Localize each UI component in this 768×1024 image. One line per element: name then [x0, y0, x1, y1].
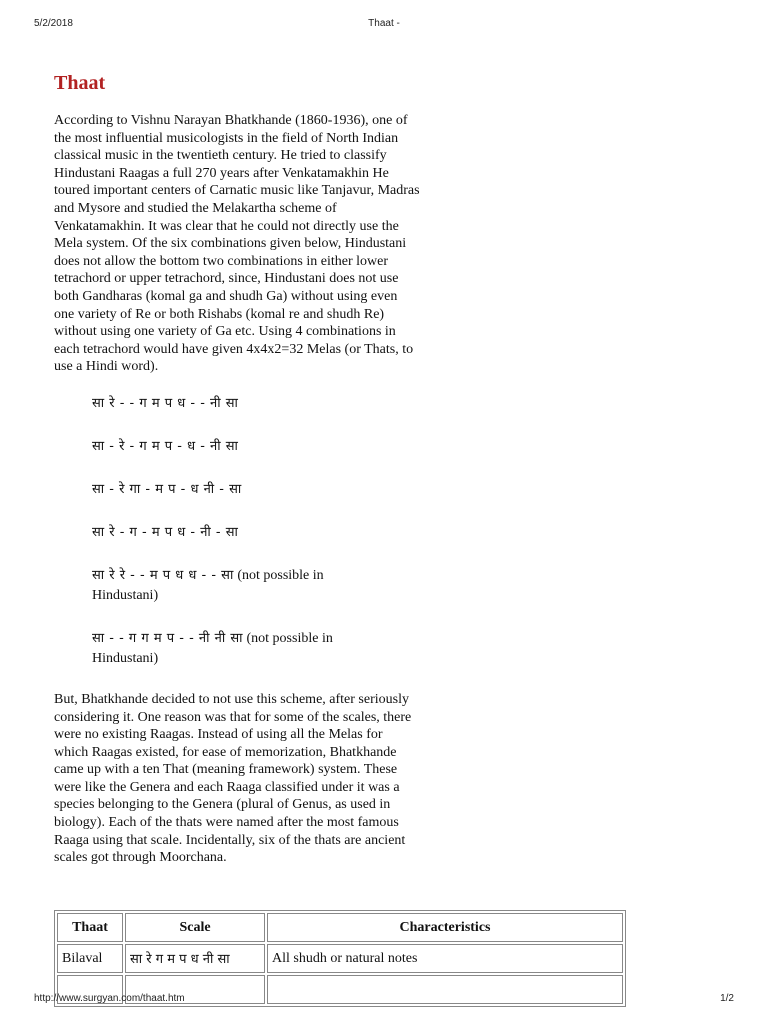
print-date: 5/2/2018 [34, 18, 73, 29]
scale-notes: सा रे - - ग म प ध - - नी सा [92, 395, 239, 411]
table-row [57, 944, 623, 973]
scale-notes: सा रे - ग - म प ध - नी - सा [92, 524, 239, 540]
scale-list [92, 394, 424, 669]
column-header-thaat: Thaat [57, 913, 123, 942]
table-header-row [57, 913, 623, 942]
scale-notes: सा रे रे - - म प ध ध - - सा [92, 567, 234, 583]
scale-notes: सा - रे - ग म प - ध - नी सा [92, 438, 239, 454]
body-paragraph: But, Bhatkhande decided to not use this scheme, after seriously considering it. One reason was that for some of the scales, there were no existing Raagas. Instead of using all the Melas for which Raagas existed, for ease of memorization, Bhatkhande came up with a ten That (meaning framework) system. These were like the Genera and each Raaga classified under it was a species belonging to the Genera (plural of Genus, as used in biology). Each of the thats were named after the most famous Raaga using that scale. Incidentally, six of the thats are ancient scales got through Moorchana. [54, 691, 412, 866]
cell-thaat: Bilaval [57, 944, 123, 973]
column-header-scale: Scale [125, 913, 265, 942]
scale-item [92, 437, 392, 457]
scale-notes: सा - रे गा - म प - ध नी - सा [92, 481, 242, 497]
scale-note: (not possible in Hindustani) [92, 630, 333, 666]
print-header [0, 18, 768, 32]
column-header-characteristics: Characteristics [267, 913, 623, 942]
intro-paragraph: According to Vishnu Narayan Bhatkhande (1860-1936), one of the most influential musicologists in the field of North Indian classical music in the twentieth century. He tried to classify Hindustani Raagas a full 270 years after Venkatamakhin He toured important centers of Carnatic music like Tanjavur, Madras and Mysore and studied the Melakartha scheme of Venkatamakhin. It was clear that he could not directly use the Mela system. Of the six combinations given below, Hindustani does not allow the bottom two combinations in either lower tetrachord or upper tetrachord, since, Hindustani does not use both Gandharas (komal ga and shudh Ga) without using even one variety of Re or both Rishabs (komal re and shudh Re) without using one variety of Ga etc. Using 4 combinations in each tetrachord would have given 4x4x2=32 Melas (or Thats, to use a Hindi word). [54, 113, 420, 375]
print-doc-title: Thaat - [368, 18, 400, 29]
cell-scale [125, 944, 265, 973]
scale-notes: सा - - ग ग म प - - नी नी सा [92, 630, 243, 646]
page-title: Thaat [54, 72, 106, 94]
scale-item [92, 566, 392, 606]
page-url[interactable]: http://www.surgyan.com/thaat.htm [34, 993, 185, 1004]
print-footer [0, 993, 768, 1007]
scale-item [92, 480, 392, 500]
cell-scale-notes: सा रे ग म प ध नी सा [130, 952, 230, 967]
article [54, 70, 424, 867]
cell-characteristics: All shudh or natural notes [267, 944, 623, 973]
scale-note: (not possible in Hindustani) [92, 567, 324, 603]
scale-item [92, 523, 392, 543]
scale-item [92, 394, 392, 414]
scale-item [92, 629, 392, 669]
page-number: 1/2 [720, 993, 734, 1004]
